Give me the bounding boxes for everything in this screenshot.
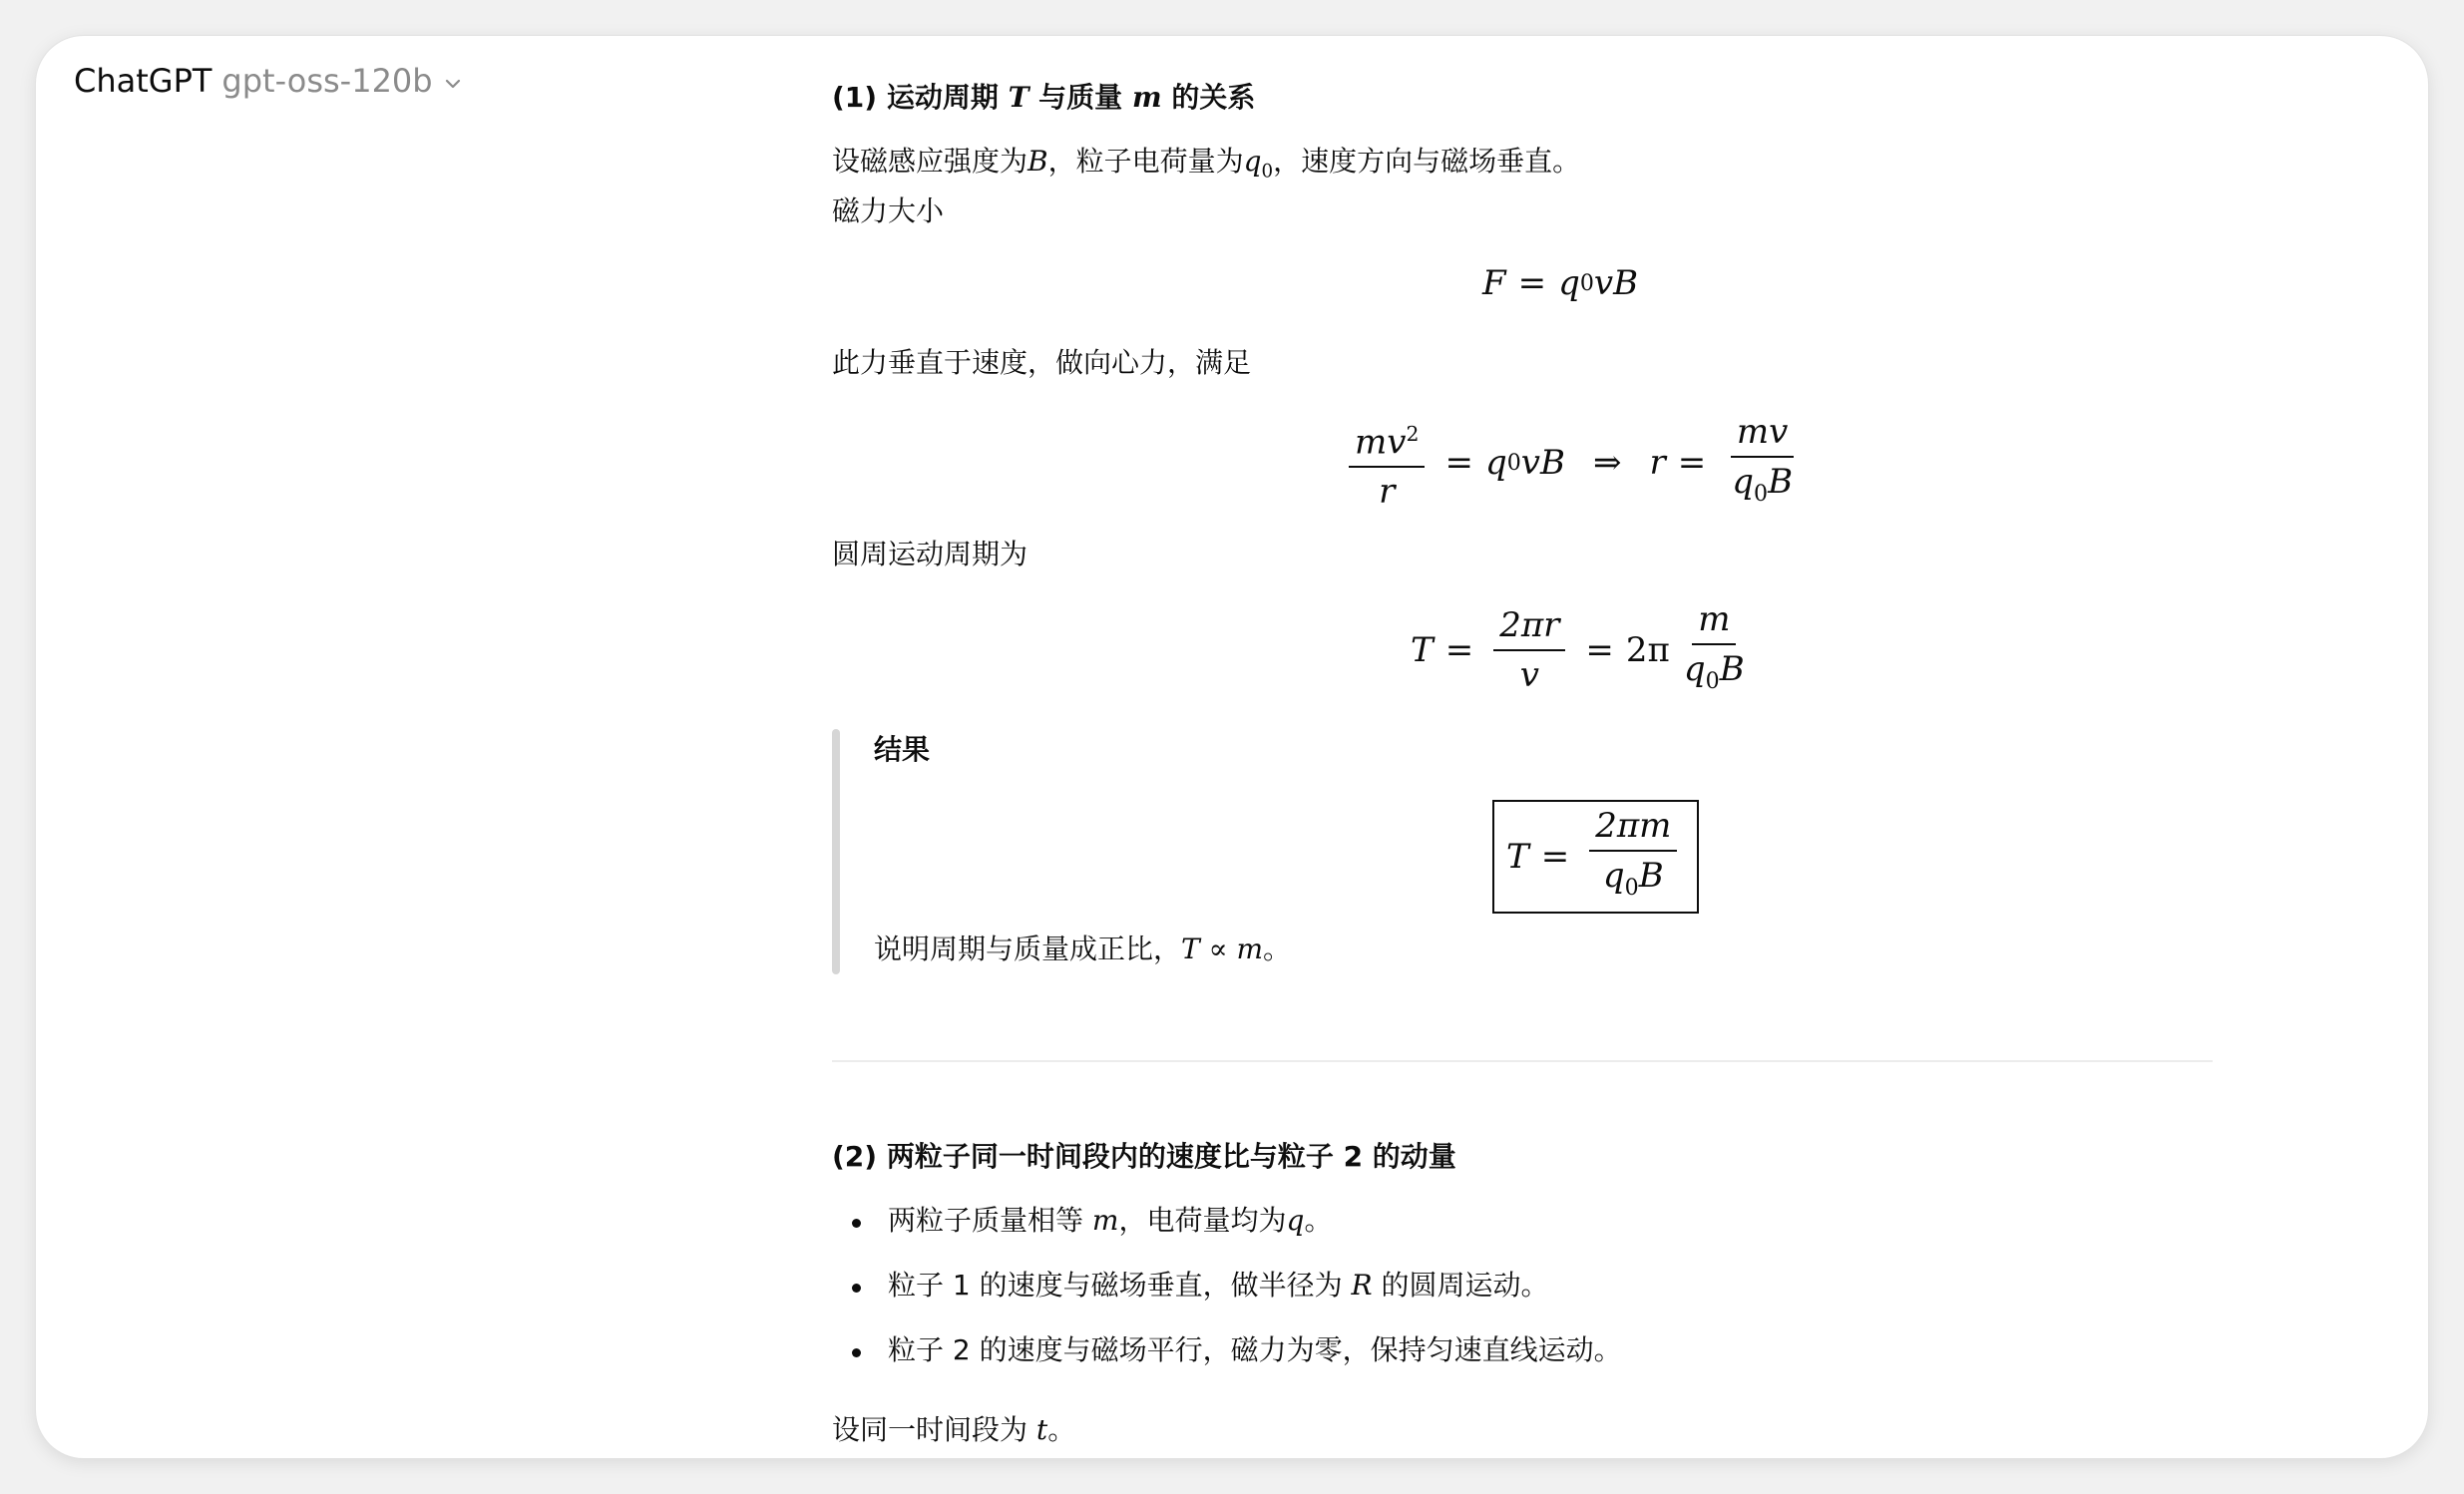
paragraph-time: 设同一时间段为 t。 <box>832 1413 1076 1446</box>
equation-force: F = q 0 vB <box>1482 263 1639 303</box>
bullet-dot <box>852 1219 861 1228</box>
bullet-dot <box>852 1284 861 1293</box>
paragraph-period: 圆周运动周期为 <box>832 538 1028 570</box>
model-name: gpt-oss-120b <box>221 62 433 100</box>
boxed-result-equation: T = $\frac{2\pi m}{q_0B}$ <box>1492 800 1699 914</box>
section-1-heading: (1) 运动周期 T 与质量 m 的关系 <box>832 81 1256 114</box>
list-item: 粒子 1 的速度与磁场垂直，做半径为 R 的圆周运动。 <box>888 1269 1549 1302</box>
blockquote-bar <box>832 729 840 974</box>
list-item: 粒子 2 的速度与磁场平行，磁力为零，保持匀速直线运动。 <box>888 1333 1622 1366</box>
result-title: 结果 <box>874 733 931 766</box>
chat-window <box>36 36 2428 1458</box>
chevron-down-icon[interactable] <box>443 74 463 94</box>
model-selector[interactable] <box>74 62 463 100</box>
result-conclusion: 说明周期与质量成正比，T ∝ m。 <box>874 933 1292 965</box>
section-2-heading: (2) 两粒子同一时间段内的速度比与粒子 2 的动量 <box>832 1140 1456 1173</box>
section-divider <box>832 1060 2213 1062</box>
paragraph-setup: 设磁感应强度为B，粒子电荷量为$q_0$，速度方向与磁场垂直。 <box>832 145 1581 183</box>
equation-radius: $\frac{mv^2}{r}$ = q 0 vB ⇒ r = $\frac{mv}{q_0B}$ <box>1341 412 1807 514</box>
paragraph-centripetal: 此力垂直于速度，做向心力，满足 <box>832 346 1252 379</box>
list-item: 两粒子质量相等 m，电荷量均为q。 <box>888 1204 1333 1237</box>
equation-period: T = $\frac{2\pi r}{v}$ = 2π $\frac{m}{q_0B}$ <box>1411 599 1745 695</box>
bullet-dot <box>852 1348 861 1357</box>
paragraph-magnetic-force: 磁力大小 <box>832 194 945 227</box>
app-name: ChatGPT <box>74 62 212 100</box>
